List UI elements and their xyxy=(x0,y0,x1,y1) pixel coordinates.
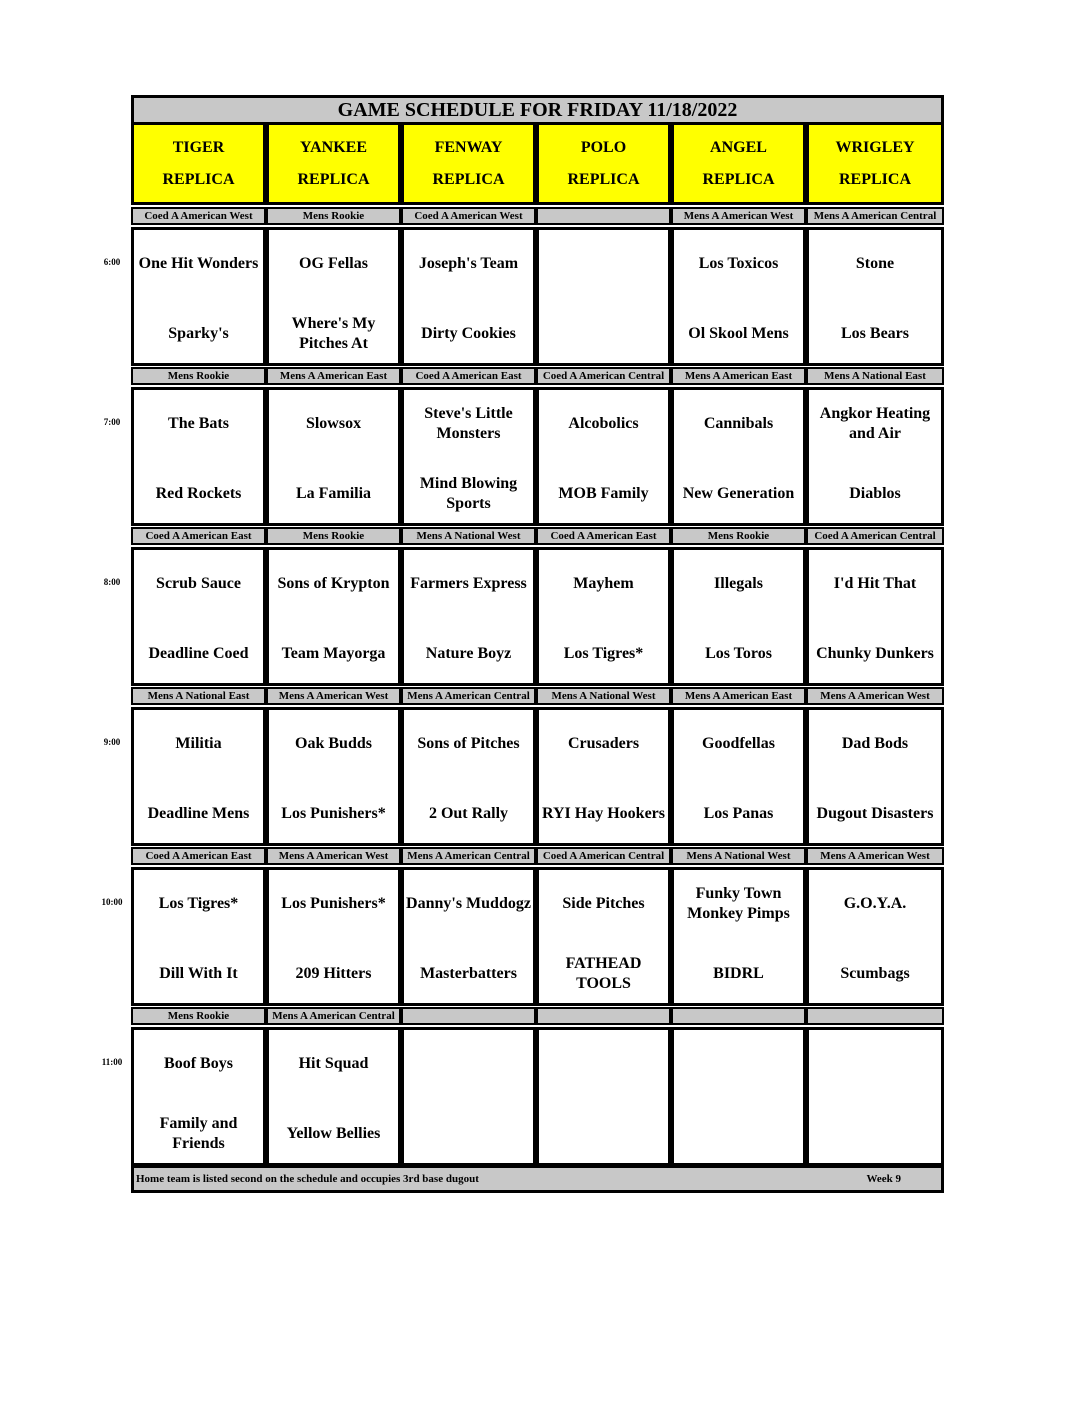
division-label xyxy=(401,1007,536,1025)
field-header-fenway xyxy=(401,125,536,205)
division-label: Mens A National East xyxy=(806,367,944,385)
time-label: 6:00 xyxy=(103,257,121,267)
home-team: Deadline Coed xyxy=(148,645,249,662)
home-team: Sparky's xyxy=(168,325,229,342)
home-team: FATHEAD TOOLS xyxy=(565,955,642,992)
home-team: 209 Hitters xyxy=(295,965,372,982)
home-team xyxy=(674,1112,803,1156)
field-name: TIGER xyxy=(172,138,225,156)
division-label: Mens A American West xyxy=(266,847,401,865)
division-label: Mens A American West xyxy=(806,687,944,705)
away-team: Danny's Muddogz xyxy=(406,895,531,912)
away-team: Sons of Pitches xyxy=(417,735,520,752)
division-label: Coed A American Central xyxy=(536,367,671,385)
division-label: Coed A American East xyxy=(131,527,266,545)
home-team: 2 Out Rally xyxy=(428,805,509,822)
game-cell xyxy=(266,227,401,366)
game-cell xyxy=(671,547,806,686)
game-cell xyxy=(671,227,806,366)
home-team xyxy=(809,1112,941,1156)
division-label: Coed A American Central xyxy=(806,527,944,545)
division-label xyxy=(806,1007,944,1025)
game-cell xyxy=(536,1027,671,1166)
division-label: Mens A American Central xyxy=(401,687,536,705)
home-team: MOB Family xyxy=(558,485,649,502)
game-cell xyxy=(266,707,401,846)
away-team xyxy=(674,1042,803,1086)
division-label: Mens Rookie xyxy=(131,367,266,385)
away-team: Goodfellas xyxy=(702,735,775,752)
time-label: 10:00 xyxy=(101,897,123,907)
division-label: Coed A American East xyxy=(131,847,266,865)
field-subtitle: REPLICA xyxy=(162,170,235,188)
game-cell xyxy=(671,1027,806,1166)
field-name: WRIGLEY xyxy=(835,138,915,156)
home-team: Los Bears xyxy=(841,325,909,342)
game-cell xyxy=(401,387,536,526)
home-team: New Generation xyxy=(682,485,795,502)
division-label: Mens A National East xyxy=(131,687,266,705)
home-team: Dirty Cookies xyxy=(421,325,516,342)
away-team: Los Toxicos xyxy=(698,255,779,272)
field-subtitle: REPLICA xyxy=(838,170,911,188)
division-label: Coed A American Central xyxy=(536,847,671,865)
division-label xyxy=(671,1007,806,1025)
footer-bar xyxy=(131,1165,944,1193)
game-cell xyxy=(536,547,671,686)
game-cell xyxy=(806,547,944,686)
away-team: One Hit Wonders xyxy=(138,255,259,272)
division-label: Mens A National West xyxy=(671,847,806,865)
away-team: Cannibals xyxy=(703,415,774,432)
game-cell xyxy=(671,707,806,846)
home-team: Los Panas xyxy=(703,805,774,822)
game-cell xyxy=(671,387,806,526)
home-team: Nature Boyz xyxy=(425,645,512,662)
schedule-sheet xyxy=(131,95,944,1195)
away-team: Los Tigres* xyxy=(158,895,239,912)
home-team: Red Rockets xyxy=(155,485,242,502)
home-team: Mind Blowing Sports xyxy=(419,475,518,512)
away-team: Boof Boys xyxy=(164,1055,233,1072)
home-team: Los Toros xyxy=(705,645,772,662)
division-label: Mens A American Central xyxy=(806,207,944,225)
division-label: Coed A American East xyxy=(536,527,671,545)
away-team: Scrub Sauce xyxy=(156,575,241,592)
division-label: Mens A National West xyxy=(401,527,536,545)
away-team: Hit Squad xyxy=(298,1055,369,1072)
field-header-yankee xyxy=(266,125,401,205)
home-team: Dugout Disasters xyxy=(816,805,934,822)
field-subtitle: REPLICA xyxy=(567,170,640,188)
away-team: Steve's Little Monsters xyxy=(424,405,513,442)
division-label: Mens A American East xyxy=(266,367,401,385)
division-label: Mens A National West xyxy=(536,687,671,705)
division-label: Mens Rookie xyxy=(266,527,401,545)
field-name: FENWAY xyxy=(434,138,503,156)
week-label: Week 9 xyxy=(866,1173,901,1185)
home-team: Diablos xyxy=(849,485,901,502)
away-team: Militia xyxy=(175,735,222,752)
game-cell xyxy=(131,1027,266,1166)
time-label: 9:00 xyxy=(103,737,121,747)
home-team xyxy=(404,1112,533,1156)
division-label: Mens A American East xyxy=(671,367,806,385)
away-team: I'd Hit That xyxy=(833,575,917,592)
home-team: BIDRL xyxy=(713,965,764,982)
field-name: POLO xyxy=(580,138,627,156)
division-label: Coed A American West xyxy=(401,207,536,225)
away-team: Side Pitches xyxy=(562,895,645,912)
field-subtitle: REPLICA xyxy=(432,170,505,188)
field-name: ANGEL xyxy=(710,138,767,156)
home-team: Family and Friends xyxy=(159,1115,238,1152)
home-team: Deadline Mens xyxy=(147,805,250,822)
time-label: 8:00 xyxy=(103,577,121,587)
game-cell xyxy=(806,227,944,366)
game-cell xyxy=(401,547,536,686)
division-label: Mens A American East xyxy=(671,687,806,705)
game-cell xyxy=(536,387,671,526)
footer-note: Home team is listed second on the schedule and occupies 3rd base dugout xyxy=(136,1173,479,1185)
home-team: Where's My Pitches At xyxy=(291,315,376,352)
away-team: Alcobolics xyxy=(568,415,639,432)
home-team xyxy=(539,312,668,356)
game-cell xyxy=(266,547,401,686)
game-cell xyxy=(131,227,266,366)
away-team: Funky Town Monkey Pimps xyxy=(687,885,790,922)
home-team: Yellow Bellies xyxy=(286,1125,381,1142)
game-cell xyxy=(671,867,806,1006)
division-label xyxy=(536,1007,671,1025)
game-cell xyxy=(131,867,266,1006)
game-cell xyxy=(401,867,536,1006)
home-team: La Familia xyxy=(295,485,372,502)
division-label: Coed A American West xyxy=(131,207,266,225)
home-team: Masterbatters xyxy=(420,965,517,982)
game-cell xyxy=(131,547,266,686)
division-label: Mens A American West xyxy=(806,847,944,865)
game-cell xyxy=(806,707,944,846)
home-team: Dill With It xyxy=(159,965,238,982)
home-team: Chunky Dunkers xyxy=(816,645,934,662)
field-header-polo xyxy=(536,125,671,205)
page-title: GAME SCHEDULE FOR FRIDAY 11/18/2022 xyxy=(131,95,944,125)
game-cell xyxy=(266,1027,401,1166)
division-label: Coed A American East xyxy=(401,367,536,385)
away-team xyxy=(809,1042,941,1086)
home-team: Scumbags xyxy=(840,965,910,982)
game-cell xyxy=(536,227,671,366)
away-team: Oak Budds xyxy=(295,735,372,752)
away-team: Los Punishers* xyxy=(281,895,386,912)
game-cell xyxy=(131,387,266,526)
game-cell xyxy=(806,867,944,1006)
away-team: Sons of Krypton xyxy=(277,575,390,592)
field-header-angel xyxy=(671,125,806,205)
away-team xyxy=(404,1042,533,1086)
away-team: Farmers Express xyxy=(410,575,527,592)
home-team: Los Tigres* xyxy=(563,645,644,662)
field-header-wrigley xyxy=(806,125,944,205)
away-team: Mayhem xyxy=(573,575,634,592)
game-cell xyxy=(401,707,536,846)
game-cell xyxy=(806,1027,944,1166)
division-label: Mens A American Central xyxy=(266,1007,401,1025)
field-header-tiger xyxy=(131,125,266,205)
division-label: Mens Rookie xyxy=(671,527,806,545)
game-cell xyxy=(401,1027,536,1166)
away-team: Illegals xyxy=(714,575,763,592)
away-team: G.O.Y.A. xyxy=(843,895,907,912)
game-cell xyxy=(266,867,401,1006)
time-label: 11:00 xyxy=(101,1057,123,1067)
away-team xyxy=(539,242,668,286)
away-team: The Bats xyxy=(168,415,229,432)
home-team: Los Punishers* xyxy=(281,805,386,822)
game-cell xyxy=(536,707,671,846)
away-team: Slowsox xyxy=(305,415,362,432)
home-team: RYI Hay Hookers xyxy=(542,805,665,822)
home-team: Team Mayorga xyxy=(281,645,386,662)
away-team xyxy=(539,1042,668,1086)
division-label: Mens Rookie xyxy=(131,1007,266,1025)
home-team xyxy=(539,1112,668,1156)
away-team: Angkor Heating and Air xyxy=(819,405,931,442)
game-cell xyxy=(401,227,536,366)
game-cell xyxy=(536,867,671,1006)
division-label: Mens Rookie xyxy=(266,207,401,225)
game-cell xyxy=(806,387,944,526)
field-name: YANKEE xyxy=(300,138,367,156)
division-label: Mens A American Central xyxy=(401,847,536,865)
away-team: OG Fellas xyxy=(299,255,368,272)
home-team: Ol Skool Mens xyxy=(688,325,789,342)
away-team: Crusaders xyxy=(567,735,640,752)
game-cell xyxy=(131,707,266,846)
field-subtitle: REPLICA xyxy=(702,170,775,188)
away-team: Stone xyxy=(855,255,895,272)
division-label xyxy=(536,207,671,225)
division-label: Mens A American West xyxy=(671,207,806,225)
division-label: Mens A American West xyxy=(266,687,401,705)
game-cell xyxy=(266,387,401,526)
away-team: Joseph's Team xyxy=(418,255,519,272)
field-subtitle: REPLICA xyxy=(297,170,370,188)
time-label: 7:00 xyxy=(103,417,121,427)
away-team: Dad Bods xyxy=(841,735,909,752)
